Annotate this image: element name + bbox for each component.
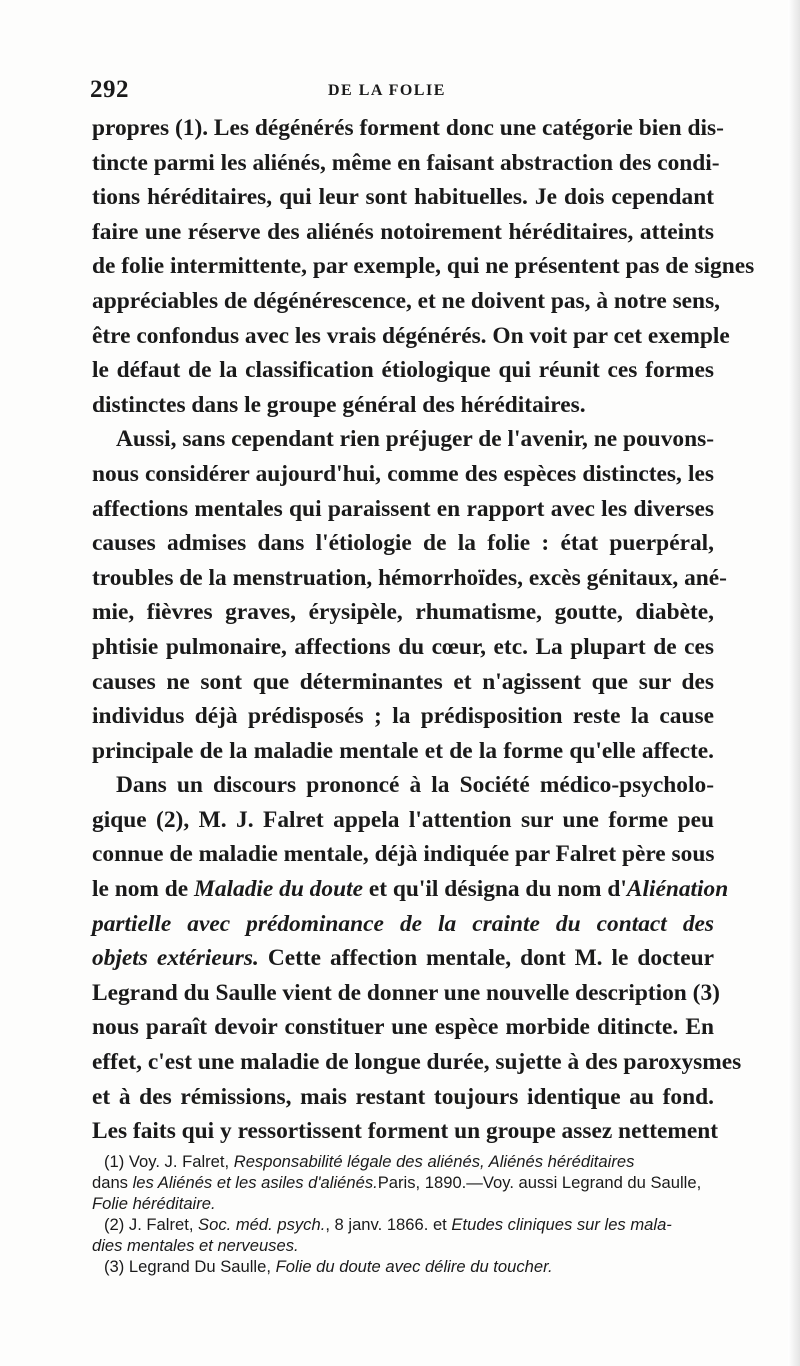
italic-title: objets extérieurs. [92,945,259,972]
text-line: faire une réserve des aliénés notoirement héréditaires, atteints [92,218,714,245]
footnote-text: dans [92,1173,133,1192]
footnote-text: , 8 janv. 1866. et [325,1215,452,1234]
page-number: 292 [90,76,129,103]
running-title: DE LA FOLIE [328,82,446,99]
line-text: et qu'il désigna du nom d' [362,876,627,903]
footnote-3 [92,1256,720,1277]
text-line: Aussi, sans cependant rien préjuger de l'avenir, ne pouvons- [116,426,714,453]
footnote-title: Soc. méd. psych. [198,1215,326,1234]
footnote-1-cont [92,1172,720,1193]
text-line: tions héréditaires, qui leur sont habituelles. Je dois cependant [92,184,714,211]
text-line: propres (1). Les dégénérés forment donc une catégorie bien dis- [92,115,724,141]
text-line: principale de la maladie mentale et de la forme qu'elle affecte. [92,737,714,764]
text-line [92,872,729,907]
text-line: gique (2), M. J. Falret appela l'attention sur une forme peu [92,806,714,833]
text-line: mie, fièvres graves, érysipèle, rhumatisme, goutte, diabète, [92,599,714,626]
text-line: Les faits qui y ressortissent forment un groupe assez nettement [92,1118,719,1145]
main-text [92,111,755,1149]
italic-title: Maladie du doute [194,876,363,903]
text-line: distinctes dans le groupe général des héréditaires. [92,391,586,418]
footnote-1 [92,1151,720,1172]
text-line: de folie intermittente, par exemple, qui ne présentent pas de signes [92,253,755,280]
footnote-2-cont: dies mentales et nerveuses. [92,1236,299,1255]
text-line [92,941,714,976]
line-text: le nom de [92,876,195,903]
text-line [92,907,714,942]
italic-title: Aliénation [626,876,729,903]
footnote-1-cont: Folie héréditaire. [92,1194,216,1213]
text-line: nous paraît devoir constituer une espèce morbide ditincte. En [92,1014,714,1041]
text-line: nous considérer aujourd'hui, comme des espèces distinctes, les [92,460,714,487]
footnote-title: Folie du doute avec délire du toucher. [275,1257,553,1276]
footnote-title: les Aliénés et les asiles d'aliénés. [132,1173,378,1192]
line-text: Cette affection mentale, dont M. le docteur [258,945,714,972]
text-line: phtisie pulmonaire, affections du cœur, etc. La plupart de ces [92,633,714,660]
footnote-text: (1) Voy. J. Falret, [104,1152,234,1171]
page-edge-shadow [788,0,800,1366]
text-line: troubles de la menstruation, hémorrhoïdes, excès génitaux, ané- [92,564,727,591]
text-line: Dans un discours prononcé à la Société médico-psycholo- [116,772,714,799]
text-line: être confondus avec les vrais dégénérés. On voit par cet exemple [92,322,730,349]
text-line: causes ne sont que déterminantes et n'agissent que sur des [92,668,714,695]
text-line: affections mentales qui paraissent en rapport avec les diverses [92,495,714,522]
text-line: effet, c'est une maladie de longue durée, sujette à des paroxysmes [92,1049,742,1076]
footnote-2 [92,1214,720,1235]
text-line: individus déjà prédisposés ; la prédisposition reste la cause [92,703,714,730]
footnote-text: (2) J. Falret, [104,1215,199,1234]
text-line: le défaut de la classification étiologique qui réunit ces formes [92,357,714,384]
text-line: causes admises dans l'étiologie de la folie : état puerpéral, [92,530,714,557]
footnote-title: Responsabilité légale des aliénés, Aliénés héréditaires [233,1152,635,1171]
text-line: tincte parmi les aliénés, même en faisant abstraction des condi- [92,149,720,176]
running-header [90,76,750,106]
italic-title: partielle avec prédominance de la crainte du contact des [92,910,714,937]
footnotes [92,1151,720,1277]
footnote-title: Etudes cliniques sur les mala- [451,1215,672,1234]
footnote-text: Paris, 1890.—Voy. aussi Legrand du Saulle, [377,1173,702,1192]
footnote-text: (3) Legrand Du Saulle, [104,1257,276,1276]
text-line: Legrand du Saulle vient de donner une nouvelle description (3) [92,979,720,1006]
text-line: et à des rémissions, mais restant toujours identique au fond. [92,1083,714,1110]
text-line: connue de maladie mentale, déjà indiquée par Falret père sous [92,841,715,868]
text-line: appréciables de dégénérescence, et ne doivent pas, à notre sens, [92,287,721,314]
